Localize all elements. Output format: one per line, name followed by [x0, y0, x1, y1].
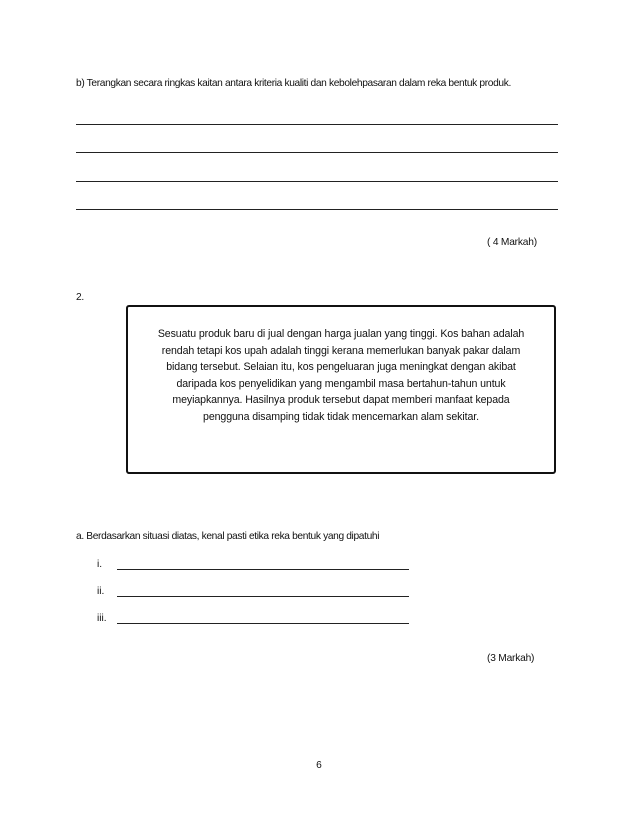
- answer-line-1[interactable]: [76, 124, 558, 125]
- page-number: 6: [316, 760, 322, 771]
- question-2-number: 2.: [76, 292, 84, 303]
- answer-line-4[interactable]: [76, 209, 558, 210]
- scenario-line: pengguna disamping tidak tidak mencemarkan alam sekitar.: [203, 410, 479, 423]
- item-label-iii: iii.: [97, 613, 107, 624]
- scenario-text: [136, 326, 546, 426]
- answer-line-i[interactable]: [117, 569, 409, 570]
- scenario-box: [126, 305, 556, 474]
- answer-line-2[interactable]: [76, 152, 558, 153]
- scenario-line: daripada kos penyelidikan yang mengambil masa bertahun-tahun untuk: [176, 377, 506, 390]
- answer-line-3[interactable]: [76, 181, 558, 182]
- question-1b-marks: ( 4 Markah): [487, 237, 537, 248]
- scenario-line: meyiapkannya. Hasilnya produk tersebut dapat memberi manfaat kepada: [172, 394, 510, 407]
- scenario-line: rendah tetapi kos upah adalah tinggi kerana memerlukan banyak pakar dalam: [161, 344, 521, 357]
- answer-line-ii[interactable]: [117, 596, 409, 597]
- question-1b-prompt: b) Terangkan secara ringkas kaitan antara kriteria kualiti dan kebolehpasaran dalam reka bentuk produk.: [76, 78, 511, 89]
- answer-line-iii[interactable]: [117, 623, 409, 624]
- scenario-line: Sesuatu produk baru di jual dengan harga jualan yang tinggi. Kos bahan adalah: [157, 328, 525, 340]
- question-2a-marks: (3 Markah): [487, 653, 535, 664]
- question-2a-prompt: a. Berdasarkan situasi diatas, kenal pasti etika reka bentuk yang dipatuhi: [76, 531, 380, 542]
- item-label-i: i.: [97, 559, 103, 570]
- scenario-line: bidang tersebut. Selaian itu, kos pengeluaran juga meningkat dengan akibat: [166, 361, 516, 374]
- item-label-ii: ii.: [97, 586, 105, 597]
